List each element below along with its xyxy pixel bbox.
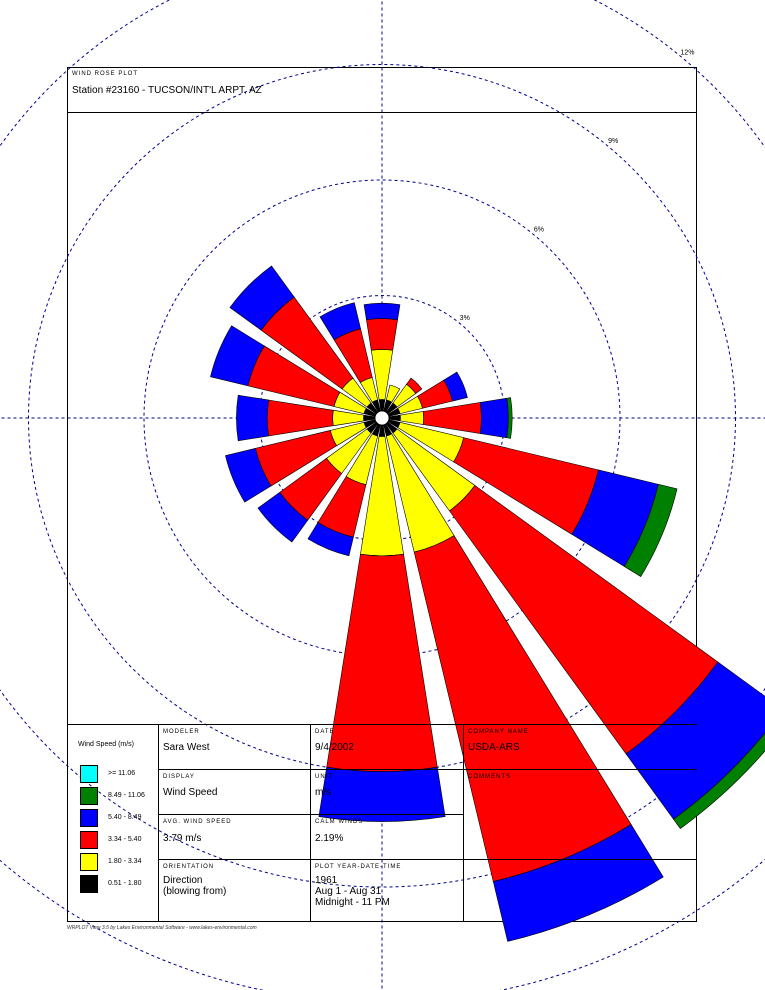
- table-col-divider-1: [158, 724, 159, 922]
- legend-label-5: 1.80 - 3.34: [108, 858, 142, 865]
- plot-hours: Midnight - 11 PM: [315, 897, 390, 908]
- petal-s-bin-3: [327, 554, 438, 771]
- petal-e-bin-4: [480, 398, 508, 438]
- ring-label-4: 12%: [680, 49, 695, 57]
- legend-swatch-5: [80, 853, 98, 871]
- ring-label-2: 6%: [533, 226, 545, 234]
- table-col-divider-3: [463, 724, 464, 922]
- legend-swatch-6: [80, 875, 98, 893]
- calm-winds-label: CALM WINDS: [315, 819, 364, 825]
- legend-title: Wind Speed (m/s): [78, 741, 135, 748]
- legend-swatch-4: [80, 831, 98, 849]
- ring-label-1: 3%: [459, 315, 470, 323]
- date-value: 9/4/2002: [315, 742, 354, 753]
- legend-label-1: >= 11.06: [108, 770, 136, 777]
- unit-value: m/s: [315, 787, 332, 798]
- legend-swatch-1: [80, 765, 98, 783]
- orientation-label: ORIENTATION: [163, 864, 215, 870]
- legend-label-6: 0.51 - 1.80: [108, 880, 142, 887]
- display-value: Wind Speed: [163, 787, 218, 798]
- calm-center: [375, 411, 389, 425]
- plot-year: 1961: [315, 875, 338, 886]
- table-row-divider-2: [158, 814, 463, 815]
- avg-speed-label: AVG. WIND SPEED: [163, 819, 232, 825]
- petal-e-bin-3: [423, 402, 481, 433]
- avg-speed-value: 3.79 m/s: [163, 833, 202, 844]
- petal-w-bin-3: [267, 400, 333, 436]
- software-credit: WRPLOT View 3.5 by Lakes Environmental Software - www.lakes-environmental.com: [67, 925, 257, 931]
- petal-e-bin-2: [400, 411, 423, 424]
- company-label: COMPANY NAME: [468, 729, 529, 735]
- plot-dates: Aug 1 - Aug 31: [315, 886, 382, 897]
- plot-time-label: PLOT YEAR-DATE-TIME: [315, 864, 402, 870]
- petal-n-bin-3: [366, 319, 397, 351]
- modeler-label: MODELER: [163, 729, 200, 735]
- table-top-divider: [67, 724, 697, 725]
- station-title: Station #23160 - TUCSON/INT'L ARPT, AZ: [72, 85, 262, 96]
- calm-winds-value: 2.19%: [315, 833, 344, 844]
- unit-label: UNIT: [315, 774, 333, 780]
- date-label: DATE: [315, 729, 335, 735]
- company-value: USDA-ARS: [468, 742, 520, 753]
- legend-label-4: 3.34 - 5.40: [108, 836, 142, 843]
- table-row-divider-1: [158, 769, 697, 770]
- modeler-value: Sara West: [163, 742, 210, 753]
- orientation-value-2: (blowing from): [163, 886, 227, 897]
- comments-label: COMMENTS: [468, 774, 511, 780]
- table-col-divider-2: [310, 724, 311, 922]
- petal-n-bin-4: [364, 303, 400, 320]
- petal-w-bin-4: [236, 395, 268, 441]
- legend-label-2: 8.49 - 11.06: [108, 792, 145, 799]
- plot-type-label: WIND ROSE PLOT: [72, 71, 139, 77]
- table-row-divider-3: [158, 859, 697, 860]
- display-label: DISPLAY: [163, 774, 195, 780]
- legend-swatch-2: [80, 787, 98, 805]
- orientation-value-1: Direction: [163, 875, 203, 886]
- legend-swatch-3: [80, 809, 98, 827]
- legend-label-3: 5.40 - 8.49: [108, 814, 142, 821]
- ring-label-3: 9%: [608, 138, 619, 146]
